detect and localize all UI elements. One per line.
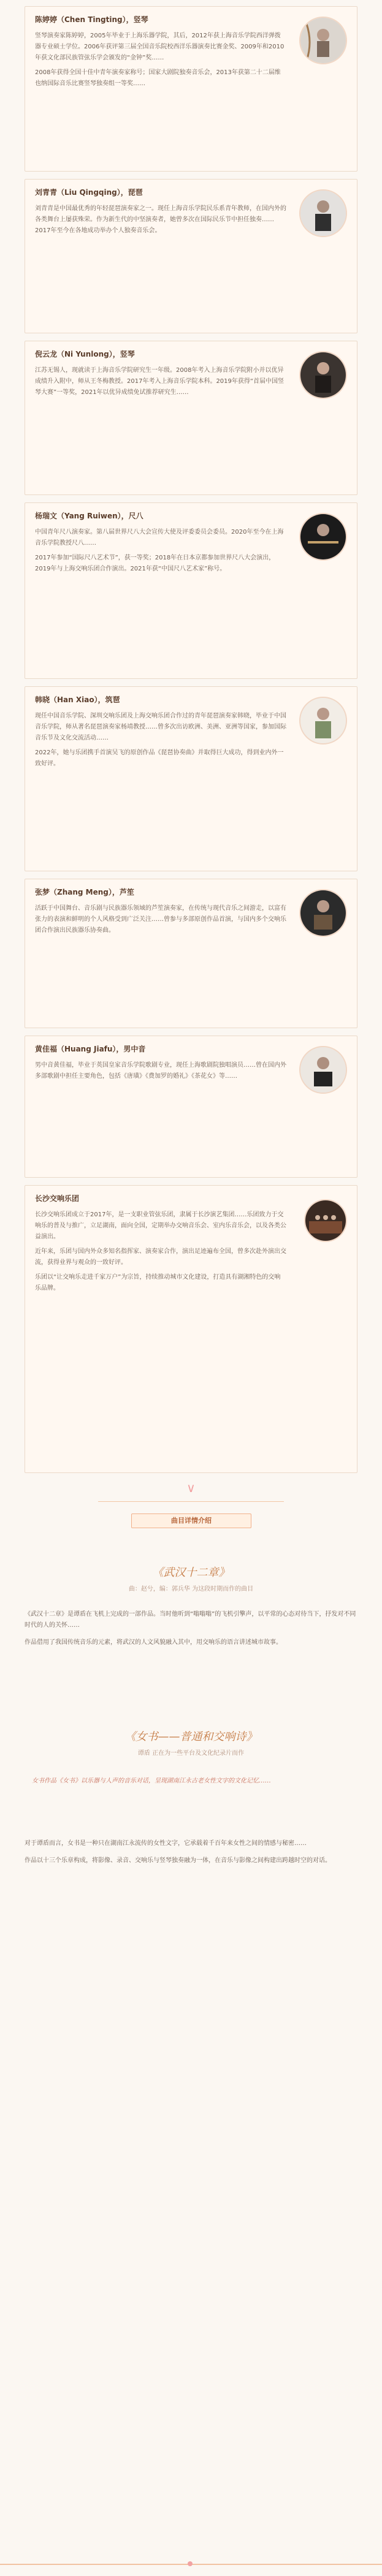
- paragraph: 对于谭盾而言，女书是一种只在湖南江永流传的女性文字，它承载着千百年来女性之间的情感与秘密……: [25, 1840, 307, 1847]
- paragraph: 作品借用了我国传统音乐的元素，将武汉的人文风貌融入其中，用交响乐的语言讲述城市故事。: [25, 1639, 282, 1646]
- performer-name: 韩晓（Han Xiao），筑琶: [35, 695, 120, 704]
- bio-paragraph: 中国青年尺八演奏家。第八届世界尺八大会宣传大使及评委委员会委员。2020年至今在上海音乐学院教授尺八……: [35, 529, 284, 547]
- orchestra-card: [25, 1185, 357, 1473]
- bio-paragraph: 现任中国音乐学院、深圳交响乐团及上海交响乐团合作过的青年琵琶演奏家韩晓，毕业于中国音乐学院，师从著名琵琶演奏家杨靖教授……曾多次出访欧洲、美洲、亚洲等国家，参加国际音乐节及文化交流活动……: [35, 713, 286, 741]
- section-tag-label: 曲目详情介绍: [171, 1517, 212, 1525]
- harp-icon: [300, 18, 346, 63]
- shakuhachi-icon: [300, 514, 346, 559]
- chevron-down-icon: ∨: [186, 1480, 196, 1495]
- bio-paragraph: 男中音黄佳福，毕业于英国皇家音乐学院歌剧专业，现任上海歌剧院独唱演员……曾在国内外多部歌剧中担任主要角色，包括《唐璜》《费加罗的婚礼》《茶花女》等……: [35, 1062, 286, 1080]
- work-subtitle: 曲：赵兮，编：郭兵华 为这段时期而作的曲目: [128, 1586, 254, 1593]
- pipa-icon: [300, 698, 346, 743]
- bio-paragraph: 刘青青是中国最优秀的年轻琵琶演奏家之一。现任上海音乐学院民乐系青年教师，在国内外的各类舞台上屡获殊荣。作为新生代的中坚演奏者，她曾多次在国际民乐节中担任独奏……2017年至今在各地成功举办个人独奏音乐会。: [35, 205, 286, 234]
- performer-photo: [299, 513, 347, 561]
- bio-paragraph: 2017年参加“国际尺八艺术节”，获一等奖；2018年在日本京都参加世界尺八大会演出，2019年与上海交响乐团合作演出。2021年获“中国尺八艺术家”称号。: [35, 555, 275, 572]
- orchestra-name: 长沙交响乐团: [35, 1194, 80, 1203]
- harp-icon: [300, 352, 346, 398]
- performer-name: 倪云龙（Ni Yunlong），竖琴: [35, 350, 135, 358]
- work-title: 《武汉十二章》: [152, 1566, 230, 1579]
- performer-photo: [299, 697, 347, 744]
- performer-photo: [299, 17, 347, 64]
- work-subtitle: 谭盾 正在为一些平台及文化纪录片而作: [137, 1750, 245, 1757]
- performer-card: [25, 6, 357, 172]
- bio-paragraph: 2008年获得全国十佳中青年演奏家称号；国家大剧院独奏音乐会，2013年获第二十二届维也纳国际音乐比赛竖琴独奏组一等奖……: [35, 69, 281, 87]
- paragraph: 作品以十三个乐章构成，将影像、录音、交响乐与竖琴独奏融为一体，在音乐与影像之间构建出跨越时空的对话。: [25, 1857, 331, 1864]
- footer-dot: [188, 2561, 193, 2566]
- performer-bio: [35, 527, 286, 575]
- performer-photo: [299, 1046, 347, 1094]
- performer-name: 张梦（Zhang Meng），芦笙: [35, 888, 134, 896]
- performer-card: [25, 686, 357, 871]
- performer-name: 刘青青（Liu Qingqing），琵琶: [35, 188, 143, 197]
- avatar: [300, 1047, 346, 1093]
- work-description: [25, 1838, 357, 1873]
- performer-bio: [35, 711, 286, 770]
- bio-paragraph: 近年来，乐团与国内外众多知名指挥家、演奏家合作，演出足迹遍布全国，曾多次赴外演出交流，获得业界与观众的一致好评。: [35, 1248, 286, 1266]
- section-tag: [131, 1513, 251, 1528]
- performer-name: 陈婷婷（Chen Tingting），竖琴: [35, 15, 148, 24]
- bio-paragraph: 2022年，她与乐团携手首演吴飞的原创作品《琵琶协奏曲》并取得巨大成功，得到业内外一致好评。: [35, 749, 284, 767]
- bio-paragraph: 活跃于中国舞台、音乐剧与民族器乐领域的芦笙演奏家，在传统与现代音乐之间游走，以富有张力的表演和鲜明的个人风格受到广泛关注……曾参与多部原创作品首演，与国内多个交响乐团合作演出民族器乐协奏曲。: [35, 905, 286, 934]
- bio-paragraph: 竖琴演奏家陈婷婷，2005年毕业于上海乐器学院，其后，2012年获上海音乐学院西洋弹拨器专业硕士学位。2006年获评第三届全国音乐院校西洋乐器演奏比赛金奖、2009年和2010年获文化部民族管弦乐学会颁发的“金钟”奖……: [35, 32, 285, 61]
- performer-bio: [35, 903, 286, 936]
- performer-card: [25, 179, 357, 333]
- performer-card: [25, 502, 357, 679]
- divider: [98, 1501, 284, 1502]
- performer-bio: [35, 203, 286, 237]
- performer-bio: [35, 1060, 286, 1082]
- performer-card: [25, 341, 357, 495]
- pipa-icon: [300, 191, 346, 236]
- performer-card: [25, 1036, 357, 1178]
- performer-card: [25, 879, 357, 1028]
- performer-photo: [299, 189, 347, 237]
- bio-paragraph: 长沙交响乐团成立于2017年，是一支职业管弦乐团，隶属于长沙演艺集团……乐团致力于交响乐的普及与推广，立足湖南，面向全国，定期举办交响音乐会、室内乐音乐会，以及各类公益演出。: [35, 1211, 286, 1240]
- performer-photo: [299, 351, 347, 399]
- work-description: [25, 1609, 357, 1654]
- performer-bio: [35, 31, 286, 89]
- performer-photo: [299, 889, 347, 937]
- orchestra-icon: [305, 1200, 346, 1241]
- performer-name: 杨瑞文（Yang Ruiwen），尺八: [35, 512, 143, 520]
- paragraph: 《武汉十二章》是谭盾在飞机上完成的一部作品。当时他听到“嗡嗡嗡”的飞机引擎声，以平常的心态对待当下，抒发对不同时代的人的关怀……: [25, 1611, 356, 1629]
- performer-name: 黄佳福（Huang Jiafu），男中音: [35, 1045, 146, 1053]
- work-title: 《女书——普通和交响诗》: [124, 1730, 258, 1743]
- work-quote: 女书作品《女书》以乐器与人声的音乐对话，呈现湖南江永古老女性文字的文化记忆……: [32, 1778, 271, 1784]
- bio-paragraph: 江苏无锡人，现就读于上海音乐学院研究生一年级。2008年考入上海音乐学院附小并以优异成绩升入附中，师从王冬梅教授。2017年考入上海音乐学院本科。2019年获得“首届中国竖琴大赛”一等奖，2021年以优异成绩免试推荐研究生……: [35, 367, 285, 396]
- performer-bio: [35, 365, 286, 398]
- bio-paragraph: 乐团以“让交响乐走进千家万户”为宗旨，持续推动城市文化建设，打造具有湖湘特色的交响乐品牌。: [35, 1274, 281, 1292]
- lusheng-icon: [300, 890, 346, 936]
- orchestra-bio: [35, 1210, 286, 1294]
- orchestra-photo: [304, 1199, 347, 1242]
